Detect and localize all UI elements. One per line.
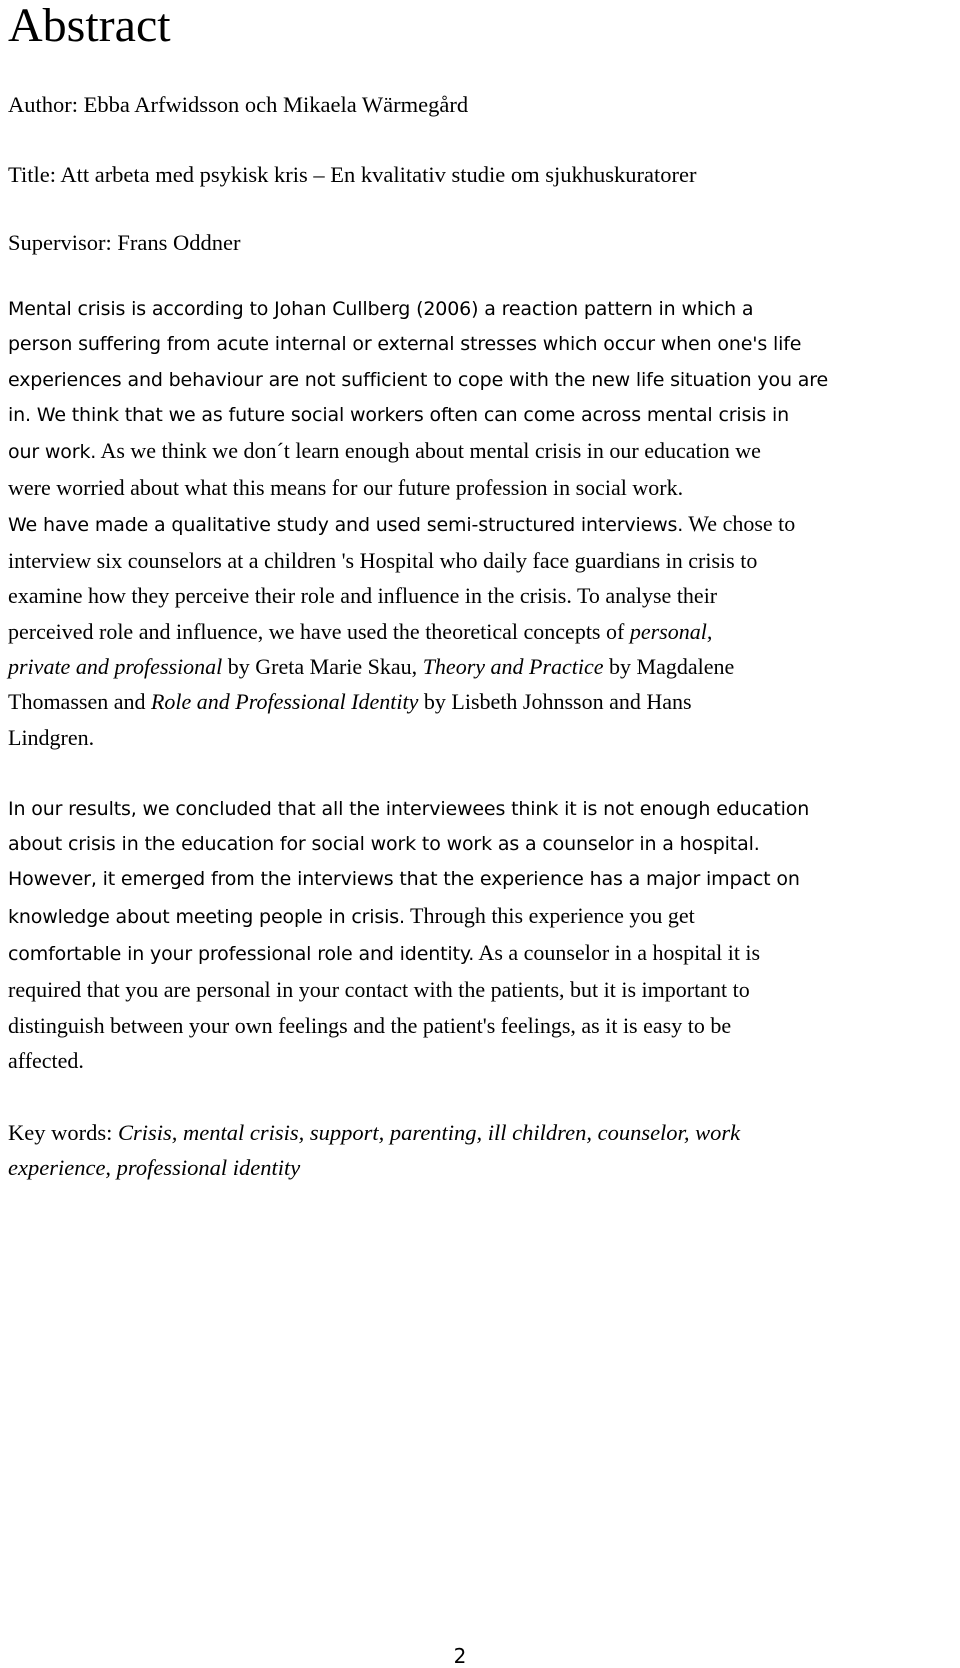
- p2-line-1: In our results, we concluded that all the interviewees think it is not enough education: [8, 797, 810, 820]
- p2-line-7: distinguish between your own feelings and the patient's feelings, as it is easy to be: [8, 1012, 732, 1038]
- author-line: Author: Ebba Arfwidsson och Mikaela Wärmegård: [8, 92, 469, 117]
- p2-line-4b: Through this experience you get: [404, 902, 695, 928]
- keywords-paragraph: [8, 1115, 948, 1185]
- supervisor-line: Supervisor: Frans Oddner: [8, 230, 241, 255]
- abstract-paragraph-1: [8, 292, 948, 755]
- p1-line-11b: by Magdalene: [603, 653, 735, 679]
- page-title: Abstract: [8, 0, 171, 52]
- keywords-label: Key words:: [8, 1120, 118, 1146]
- p1-line-12b: by Lisbeth Johnsson and Hans: [418, 689, 692, 715]
- keywords-terms-1: Crisis, mental crisis, support, parenting, ill children, counselor, work: [117, 1120, 741, 1146]
- p1-line-10a: perceived role and influence, we have used the theoretical concepts of: [8, 618, 630, 644]
- p1-line-7b: We chose to: [683, 510, 796, 536]
- p2-line-6: required that you are personal in your contact with the patients, but it is important to: [8, 977, 750, 1003]
- p1-line-2: person suffering from acute internal or external stresses which occur when one's life: [8, 333, 802, 356]
- p2-line-8: affected.: [8, 1047, 84, 1073]
- p1-line-7: [8, 506, 948, 543]
- p1-line-9: [8, 578, 948, 613]
- p2-line-4a: knowledge about meeting people in crisis.: [8, 905, 405, 928]
- p1-line-12a: Thomassen and: [8, 689, 151, 715]
- p1-line-4: in. We think that we as future social workers often can come across mental crisis in: [8, 403, 790, 426]
- concept-private-professional: private and professional: [8, 653, 223, 679]
- abstract-paragraph-2: [8, 792, 948, 1078]
- concept-role-identity: Role and Professional Identity: [150, 689, 419, 715]
- concept-theory-practice: Theory and Practice: [422, 653, 604, 679]
- p2-line-5: [8, 935, 948, 972]
- p1-line-7a: We have made a qualitative study and used semi-structured interviews.: [8, 513, 684, 536]
- p1-line-13: Lindgren.: [8, 724, 95, 750]
- thesis-title-line: Title: Att arbeta med psykisk kris – En kvalitativ studie om sjukhuskuratorer: [8, 162, 697, 187]
- p1-line-1: Mental crisis is according to Johan Cullberg (2006) a reaction pattern in which a: [8, 298, 754, 320]
- document-page: [8, 0, 948, 1185]
- keywords-line-2: [8, 1150, 948, 1185]
- p2-line-2: about crisis in the education for social work to work as a counselor in a hospital.: [8, 833, 760, 856]
- keywords-line-1: [8, 1115, 948, 1150]
- p2-line-3: However, it emerged from the interviews that the experience has a major impact on: [8, 868, 800, 891]
- p2-line-4: [8, 898, 948, 935]
- p1-line-6: were worried about what this means for our future profession in social work.: [8, 475, 684, 501]
- keywords-terms-2: experience, professional identity: [8, 1155, 301, 1181]
- p1-line-3: experiences and behaviour are not sufficient to cope with the new life situation you are: [8, 368, 829, 391]
- p2-line-5b: As a counselor in a hospital it is: [474, 940, 761, 966]
- p1-line-9a: examine how they perceive their role and influence in the crisis.: [8, 583, 572, 609]
- p1-line-9b: To analyse their: [571, 583, 718, 609]
- p1-line-5: [8, 433, 948, 470]
- p1-line-11a: by Greta Marie Skau,: [222, 653, 423, 679]
- page-number: 2: [453, 1644, 467, 1668]
- concept-personal: personal,: [629, 618, 713, 644]
- p2-line-5a: comfortable in your professional role and identity.: [8, 943, 475, 966]
- p1-line-10: [8, 614, 948, 649]
- p1-line-11: [8, 649, 948, 684]
- p1-line-5a: our work.: [8, 441, 97, 464]
- p1-line-5b: As we think we don´t learn enough about mental crisis in our education we: [96, 438, 761, 464]
- p1-line-12: [8, 684, 948, 719]
- p1-line-8: interview six counselors at a children 's Hospital who daily face guardians in crisis to: [8, 548, 758, 574]
